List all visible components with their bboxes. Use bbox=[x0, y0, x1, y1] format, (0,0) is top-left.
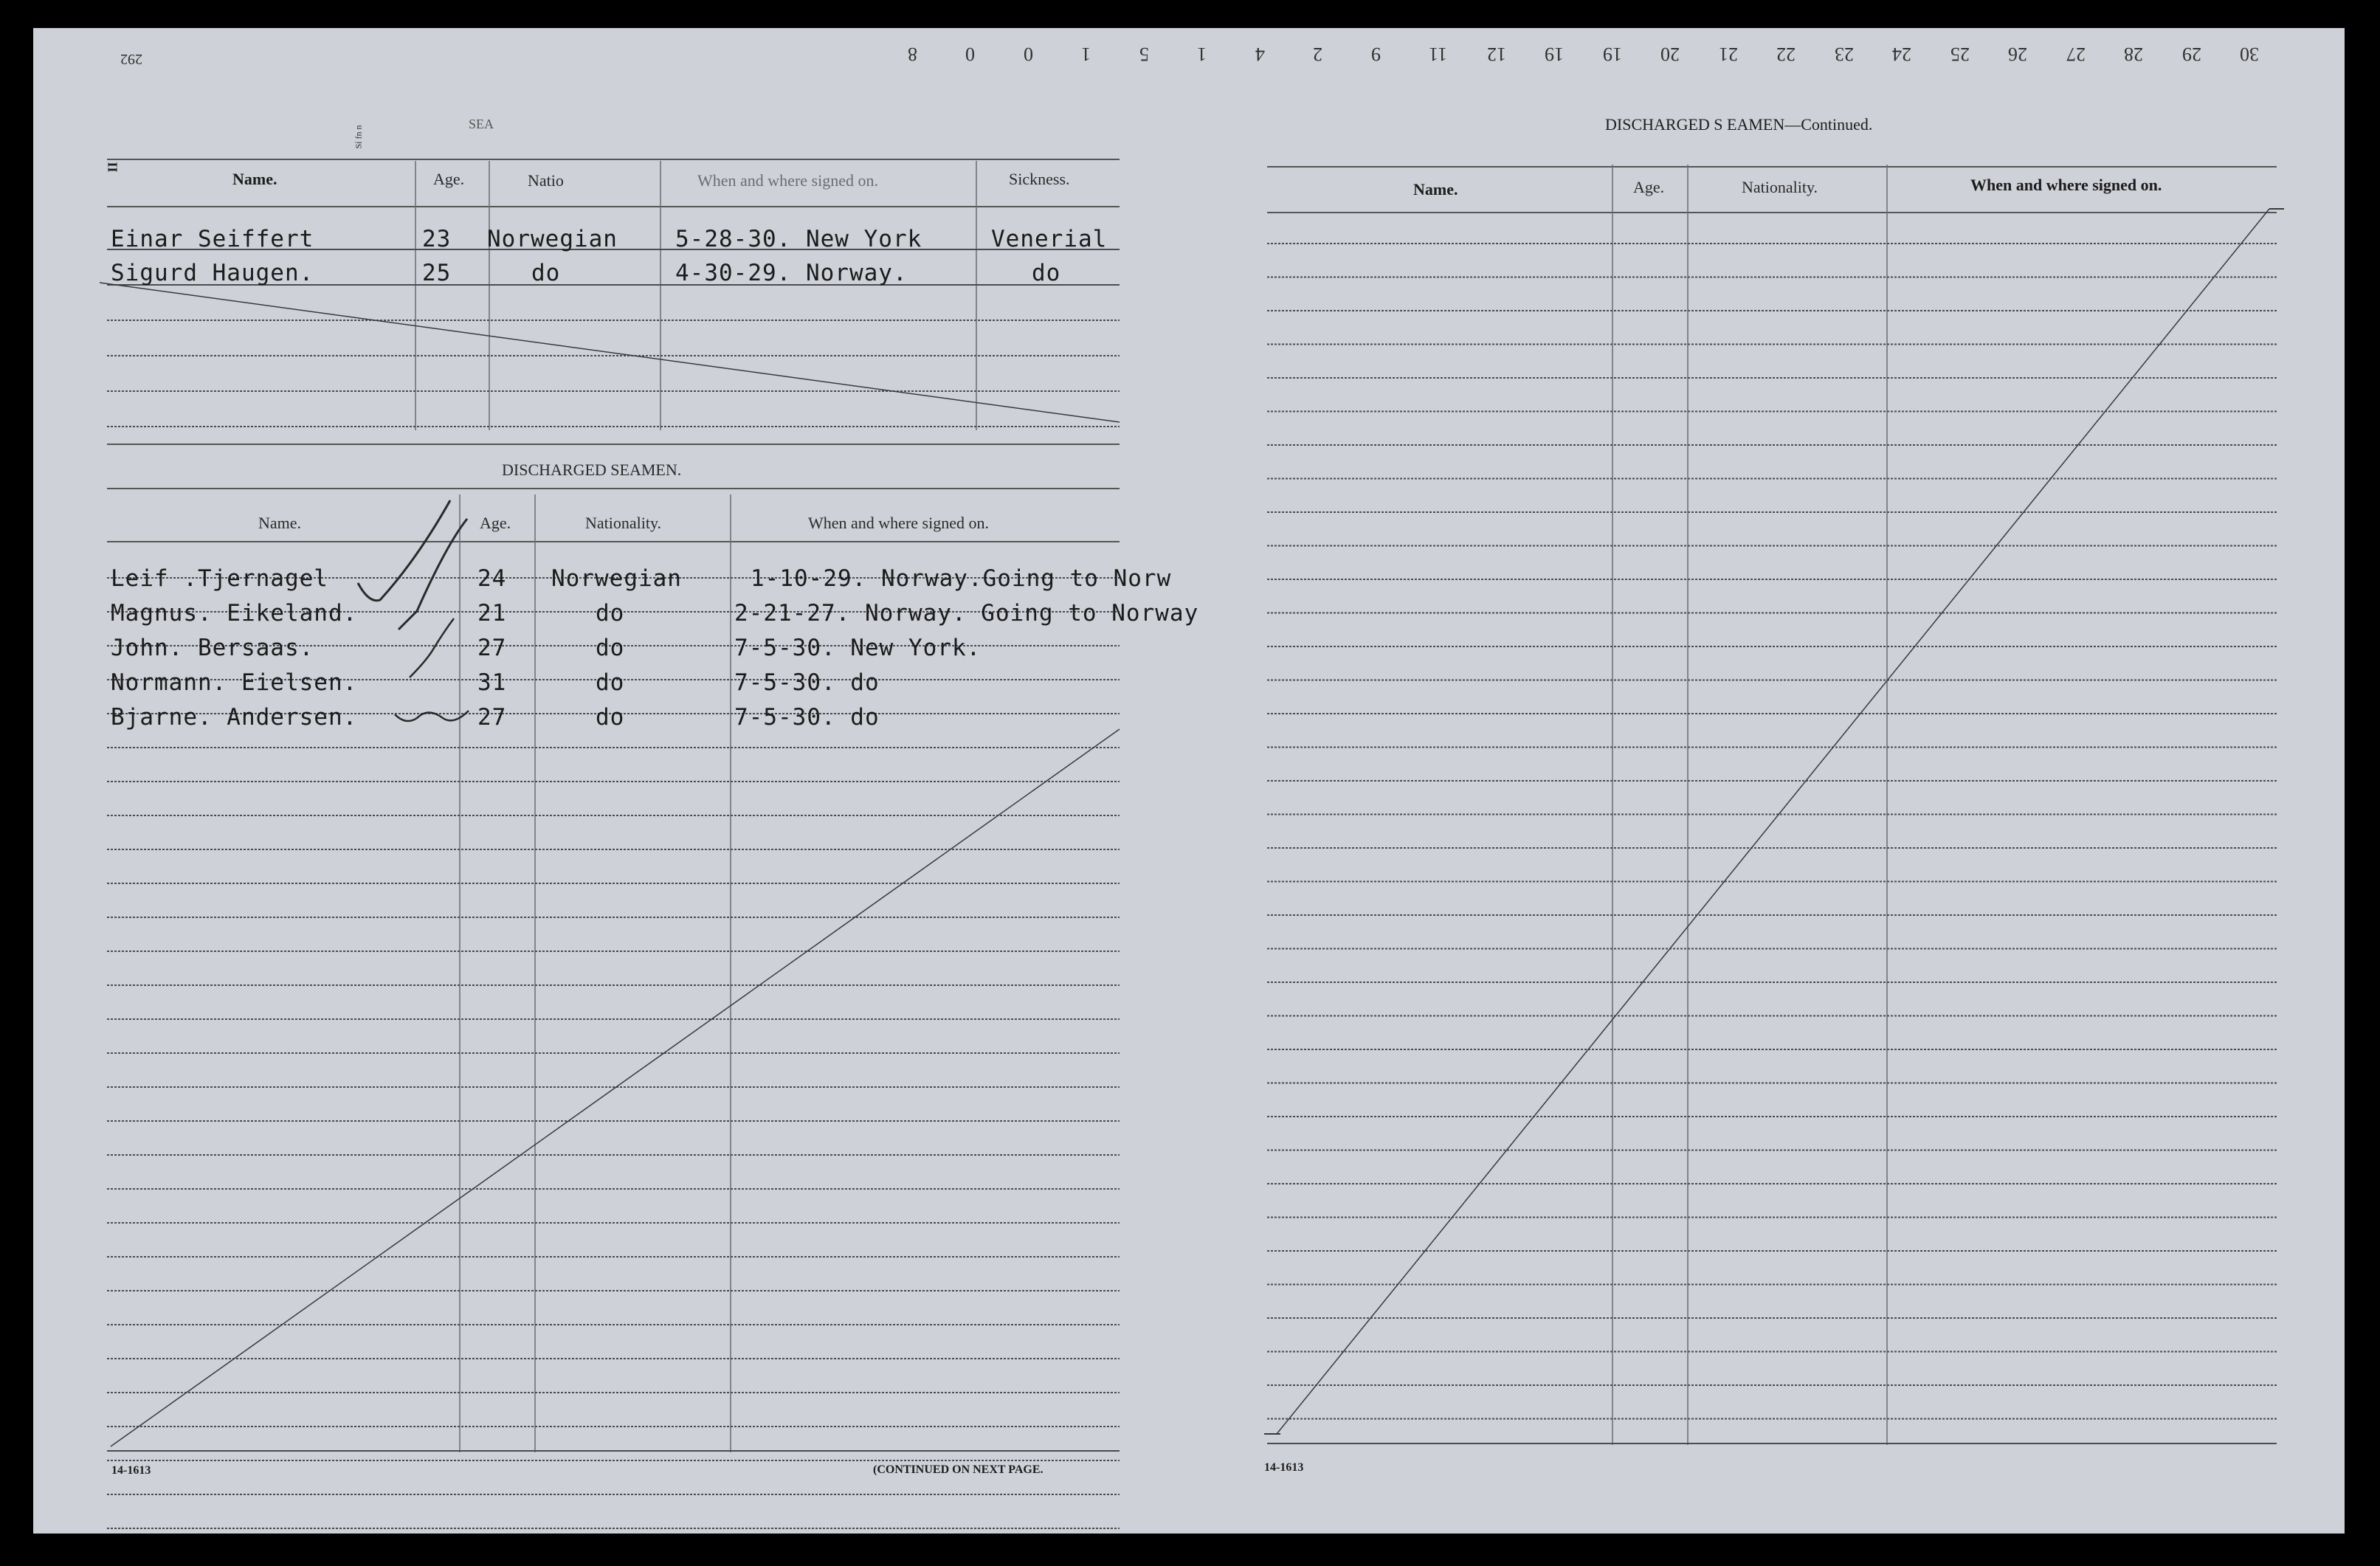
top-strip-mark: 20 bbox=[1660, 44, 1680, 65]
disc-cell-signed_on: 7-5-30. do bbox=[734, 704, 880, 731]
disc-cell-age: 21 bbox=[477, 600, 507, 627]
continued-note: (CONTINUED ON NEXT PAGE. bbox=[873, 1463, 1044, 1476]
top-strip-mark: 27 bbox=[2066, 44, 2086, 65]
top-strip-mark: 19 bbox=[1545, 44, 1565, 65]
disc-cell-age: 31 bbox=[477, 669, 507, 696]
small-stamp: Sí fn n bbox=[353, 125, 364, 149]
disc-cell-age: 27 bbox=[477, 704, 507, 731]
top-strip-mark: 2 bbox=[1313, 44, 1323, 65]
disc-cell-signed_on: 2-21-27. Norway. Going to Norway bbox=[734, 600, 1199, 627]
disc-cell-name: Normann. Eielsen. bbox=[111, 669, 358, 696]
sick-cell-signed_on: 5-28-30. New York bbox=[675, 226, 922, 252]
sick-cell-nationality: do bbox=[531, 260, 561, 286]
document-sheet bbox=[33, 28, 2345, 1534]
top-strip-mark: 23 bbox=[1834, 44, 1854, 65]
sick-header-age: Age. bbox=[433, 170, 465, 188]
disc-cell-nationality: do bbox=[596, 600, 625, 627]
top-strip-mark: 9 bbox=[1370, 44, 1381, 65]
sick-cell-age: 25 bbox=[422, 260, 452, 286]
right-header-name: Name. bbox=[1413, 180, 1458, 199]
sick-cell-name: Einar Seiffert bbox=[111, 226, 314, 252]
discharged-title: DISCHARGED SEAMEN. bbox=[502, 461, 682, 479]
check-mark-icon bbox=[410, 618, 454, 677]
disc-cell-signed_on: 1-10-29. Norway.Going to Norw bbox=[751, 565, 1172, 592]
form-ruling bbox=[33, 28, 2345, 1534]
sick-header-name: Name. bbox=[232, 170, 277, 188]
disc-cell-name: Leif .Tjernagel bbox=[111, 565, 328, 592]
sick-cell-sickness: do bbox=[1032, 260, 1061, 286]
check-mark-icon bbox=[399, 519, 467, 629]
sick-header-when-where: When and where signed on. bbox=[697, 171, 878, 190]
top-strip-mark: 29 bbox=[2181, 44, 2201, 65]
disc-cell-nationality: Norwegian bbox=[551, 565, 682, 592]
check-mark-icon bbox=[395, 711, 469, 721]
top-strip-mark: 11 bbox=[1429, 44, 1448, 65]
disc-cell-nationality: do bbox=[596, 635, 625, 661]
top-left-code: 292 bbox=[120, 51, 142, 67]
right-form-number: 14-1613 bbox=[1264, 1461, 1304, 1474]
top-strip-mark: 1 bbox=[1081, 44, 1091, 65]
top-strip-mark: 4 bbox=[1255, 44, 1265, 65]
top-strip-mark: 28 bbox=[2124, 44, 2144, 65]
sick-cell-name: Sigurd Haugen. bbox=[111, 260, 314, 286]
disc-header-when-where: When and where signed on. bbox=[808, 514, 989, 532]
right-title: DISCHARGED S EAMEN—Continued. bbox=[1605, 115, 1873, 134]
disc-cell-name: Magnus. Eikeland. bbox=[111, 600, 358, 627]
top-strip-mark: 21 bbox=[1718, 44, 1738, 65]
disc-cell-age: 27 bbox=[477, 635, 507, 661]
sick-header-nationality: Natio bbox=[528, 171, 564, 190]
title-fragment: SEA bbox=[469, 117, 494, 131]
disc-cell-age: 24 bbox=[477, 565, 507, 592]
sick-cancel-diagonal bbox=[100, 283, 1120, 422]
sick-cell-signed_on: 4-30-29. Norway. bbox=[675, 260, 908, 286]
disc-cell-name: Bjarne. Andersen. bbox=[111, 704, 358, 731]
disc-header-name: Name. bbox=[258, 514, 302, 532]
top-strip-mark: 0 bbox=[965, 44, 976, 65]
top-strip-mark: 24 bbox=[1892, 44, 1912, 65]
disc-cell-nationality: do bbox=[596, 669, 625, 696]
disc-cell-signed_on: 7-5-30. do bbox=[734, 669, 880, 696]
top-strip-mark: 30 bbox=[2240, 44, 2259, 65]
top-strip-mark: 8 bbox=[908, 44, 917, 65]
right-header-when-where: When and where signed on. bbox=[1970, 176, 2162, 194]
top-strip-mark: 25 bbox=[1950, 44, 1970, 65]
disc-cell-name: John. Bersaas. bbox=[111, 635, 314, 661]
disc-header-age: Age. bbox=[480, 514, 511, 532]
top-strip-mark: 12 bbox=[1486, 44, 1506, 65]
top-strip-mark: 1 bbox=[1197, 44, 1207, 65]
disc-header-nationality: Nationality. bbox=[585, 514, 662, 532]
sick-cell-nationality: Norwegian bbox=[487, 226, 618, 252]
left-form-number: 14-1613 bbox=[111, 1464, 151, 1477]
sick-header-sickness: Sickness. bbox=[1009, 170, 1070, 188]
check-mark-icon bbox=[358, 500, 450, 601]
disc-cell-signed_on: 7-5-30. New York. bbox=[734, 635, 982, 661]
sick-cell-sickness: Venerial bbox=[991, 226, 1108, 252]
top-strip-mark: 26 bbox=[2008, 44, 2028, 65]
top-strip-mark: 22 bbox=[1776, 44, 1796, 65]
top-strip-mark: 0 bbox=[1023, 44, 1033, 65]
sick-cell-age: 23 bbox=[422, 226, 452, 252]
top-strip-mark: 19 bbox=[1602, 44, 1622, 65]
right-header-nationality: Nationality. bbox=[1742, 178, 1818, 196]
right-header-age: Age. bbox=[1633, 178, 1665, 196]
top-strip-mark: 5 bbox=[1139, 44, 1149, 65]
disc-cell-nationality: do bbox=[596, 704, 625, 731]
top-left-mark: II bbox=[105, 162, 120, 173]
